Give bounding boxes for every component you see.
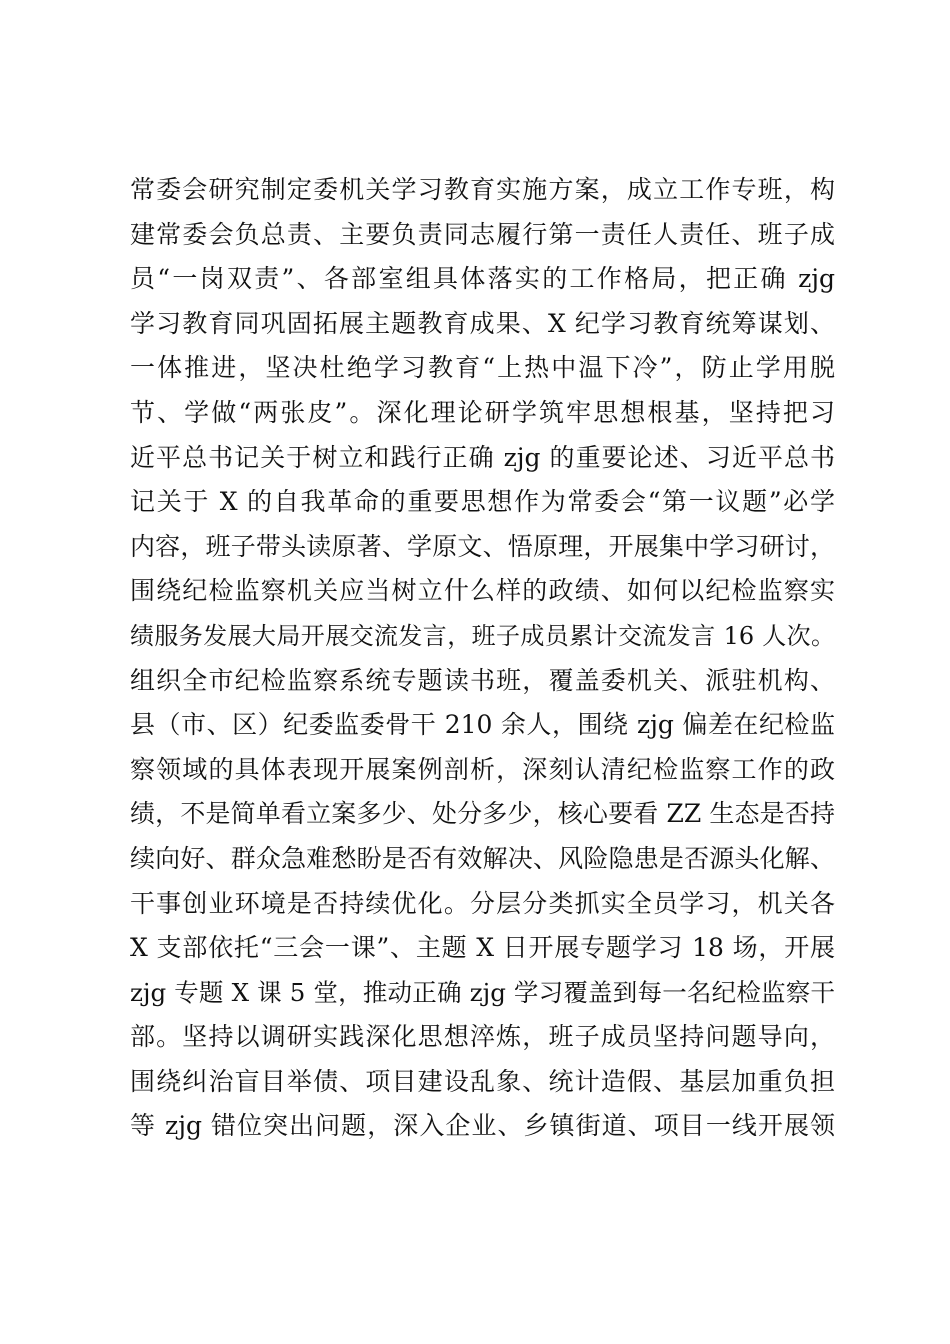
text-line-6: 节、学做“两张皮”。深化理论研学筑牢思想根基，坚持把习: [130, 397, 835, 427]
text-line-1: 常委会研究制定委机关学习教育实施方案，成立工作专班，构: [130, 175, 835, 204]
text-line-15: 绩，不是简单看立案多少、处分多少，核心要看 ZZ 生态是否持: [130, 799, 835, 829]
text-line-10: 围绕纪检监察机关应当树立什么样的政绩、如何以纪检监察实: [130, 576, 835, 606]
text-line-20: 部。坚持以调研实践深化思想淬炼，班子成员坚持问题导向，: [130, 1022, 835, 1052]
text-line-2: 建常委会负总责、主要负责同志履行第一责任人责任、班子成: [130, 219, 835, 249]
text-line-14: 察领域的具体表现开展案例剖析，深刻认清纪检监察工作的政: [130, 754, 835, 784]
text-line-3: 员“一岗双责”、各部室组具体落实的工作格局，把正确 zjg: [130, 264, 835, 294]
text-line-13: 县（市、区）纪委监委骨干 210 余人，围绕 zjg 偏差在纪检监: [130, 710, 835, 740]
text-line-4: 学习教育同巩固拓展主题教育成果、X 纪学习教育统筹谋划、: [130, 308, 835, 338]
text-line-7: 近平总书记关于树立和践行正确 zjg 的重要论述、习近平总书: [130, 442, 835, 472]
text-line-19: zjg 专题 X 课 5 堂，推动正确 zjg 学习覆盖到每一名纪检监察干: [130, 977, 835, 1007]
text-line-21: 围绕纠治盲目举债、项目建设乱象、统计造假、基层加重负担: [130, 1066, 835, 1096]
text-line-9: 内容，班子带头读原著、学原文、悟原理，开展集中学习研讨，: [130, 531, 835, 561]
text-line-18: X 支部依托“三会一课”、主题 X 日开展专题学习 18 场，开展: [130, 933, 835, 963]
text-line-5: 一体推进，坚决杜绝学习教育“上热中温下冷”，防止学用脱: [130, 353, 835, 383]
body-paragraph: [130, 168, 835, 1149]
text-line-12: 组织全市纪检监察系统专题读书班，覆盖委机关、派驻机构、: [130, 665, 835, 695]
text-line-22: 等 zjg 错位突出问题，深入企业、乡镇街道、项目一线开展领: [130, 1111, 835, 1141]
text-line-16: 续向好、群众急难愁盼是否有效解决、风险隐患是否源头化解、: [130, 843, 835, 873]
text-line-17: 干事创业环境是否持续优化。分层分类抓实全员学习，机关各: [130, 888, 835, 918]
text-line-11: 绩服务发展大局开展交流发言，班子成员累计交流发言 16 人次。: [130, 621, 835, 650]
text-line-8: 记关于 X 的自我革命的重要思想作为常委会“第一议题”必学: [130, 487, 835, 517]
